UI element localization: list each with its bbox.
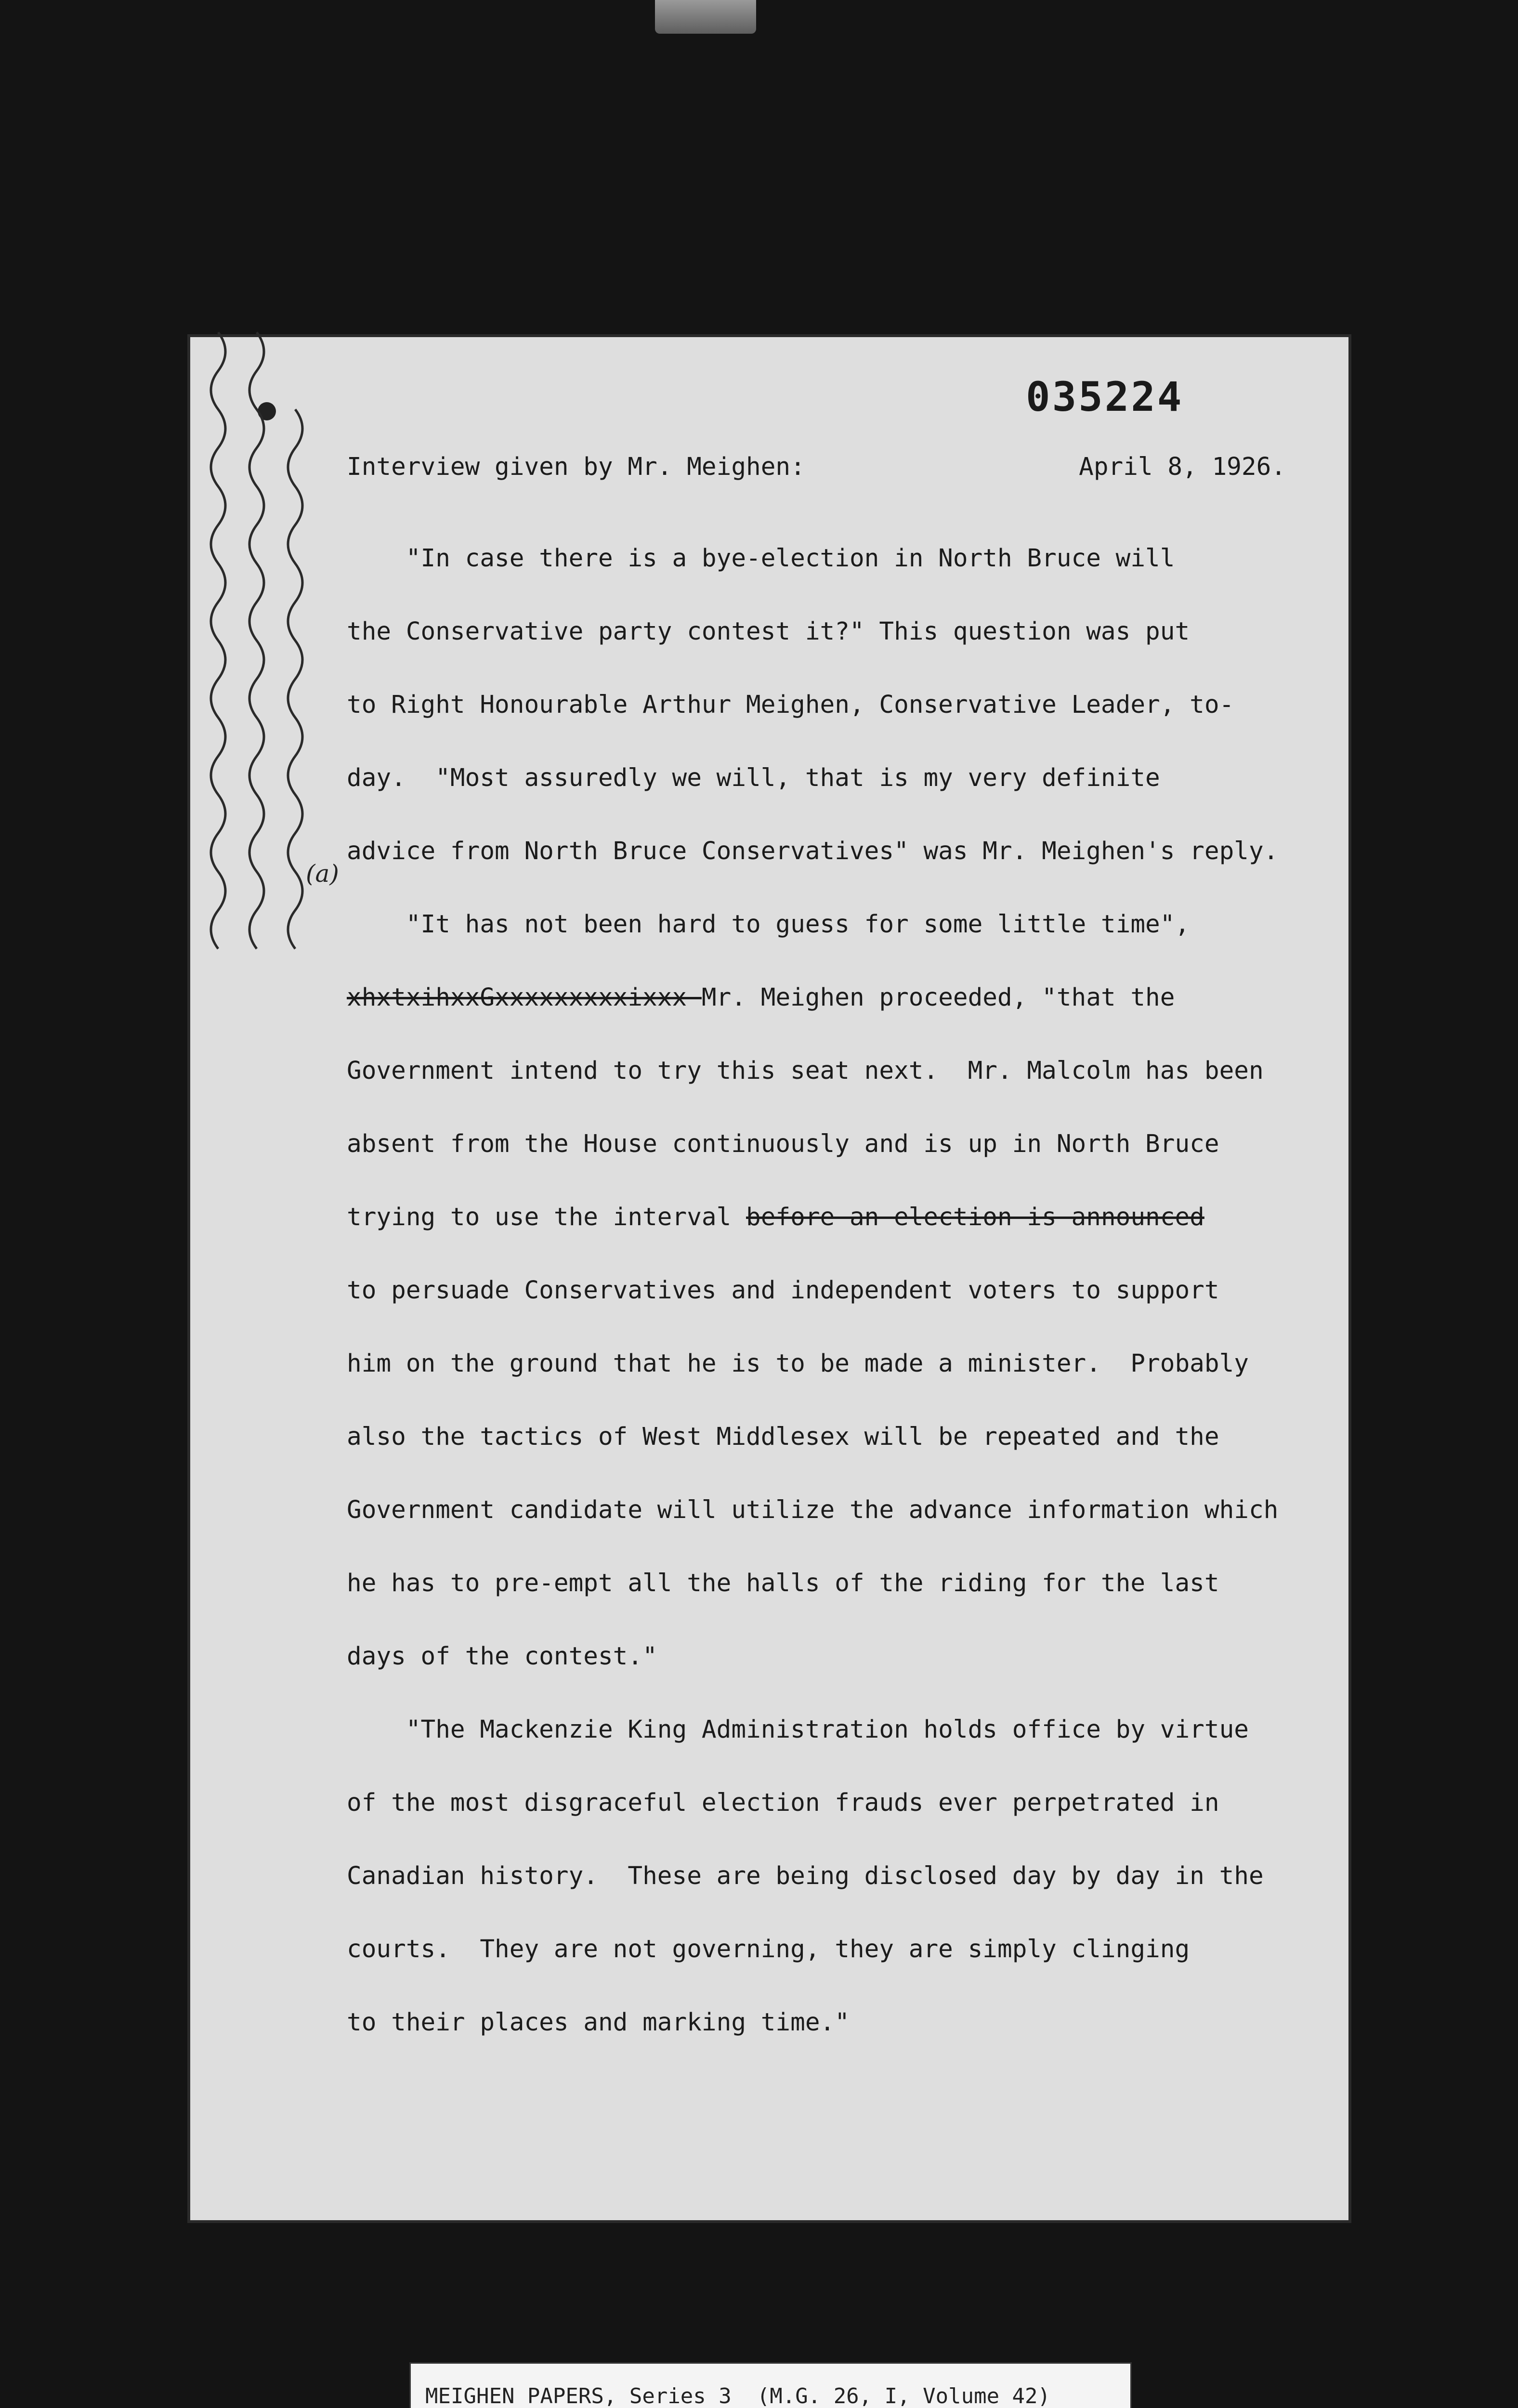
margin-mark: (a) <box>306 860 339 888</box>
body-line: he has to pre-empt all the halls of the riding for the last <box>347 1569 1219 1597</box>
body-line: of the most disgraceful election frauds ever perpetrated in <box>347 1789 1219 1817</box>
handwriting-scribble <box>199 303 324 954</box>
body-line: him on the ground that he is to be made a minister. Probably <box>347 1349 1249 1378</box>
body-line: days of the contest." <box>347 1642 657 1671</box>
film-clip <box>655 0 756 34</box>
header-title: Interview given by Mr. Meighen: <box>347 453 805 481</box>
body-line: advice from North Bruce Conservatives" was Mr. Meighen's reply. <box>347 837 1279 865</box>
struck-text: before an election is announced <box>746 1203 1204 1231</box>
body-line: xhxtxihxxGxxxxxxxxxixxx Mr. Meighen proceeded, "that the <box>347 983 1175 1012</box>
header-date: April 8, 1926. <box>1079 453 1286 481</box>
handwritten-margin-note <box>199 303 324 954</box>
body-line: courts. They are not governing, they are simply clinging <box>347 1935 1190 1963</box>
body-line: Government candidate will utilize the advance information which <box>347 1496 1279 1524</box>
struck-text: xhxtxihxxGxxxxxxxxxixxx <box>347 983 702 1012</box>
body-line: "The Mackenzie King Administration holds office by virtue <box>347 1715 1249 1744</box>
document-header <box>347 453 1286 491</box>
body-line: "In case there is a bye-election in North Bruce will <box>347 544 1175 573</box>
body-line: trying to use the interval before an election is announced <box>347 1203 1204 1231</box>
body-line: to persuade Conservatives and independent voters to support <box>347 1276 1219 1305</box>
body-line: to their places and marking time." <box>347 2008 850 2037</box>
collection-label: MEIGHEN PAPERS, Series 3 (M.G. 26, I, Volume 42) <box>409 2362 1132 2408</box>
body-line: Government intend to try this seat next. Mr. Malcolm has been <box>347 1057 1264 1085</box>
body-line: absent from the House continuously and is up in North Bruce <box>347 1130 1219 1158</box>
body-line: the Conservative party contest it?" This question was put <box>347 617 1190 646</box>
body-line: "It has not been hard to guess for some little time", <box>347 910 1190 939</box>
body-line: also the tactics of West Middlesex will be repeated and the <box>347 1423 1219 1451</box>
body-line: to Right Honourable Arthur Meighen, Conservative Leader, to- <box>347 691 1234 719</box>
document-body <box>347 542 1310 2079</box>
body-line: day. "Most assuredly we will, that is my very definite <box>347 764 1160 792</box>
body-line: Canadian history. These are being disclosed day by day in the <box>347 1862 1264 1890</box>
document-number: 035224 <box>1026 373 1184 420</box>
document-page <box>190 337 1348 2220</box>
